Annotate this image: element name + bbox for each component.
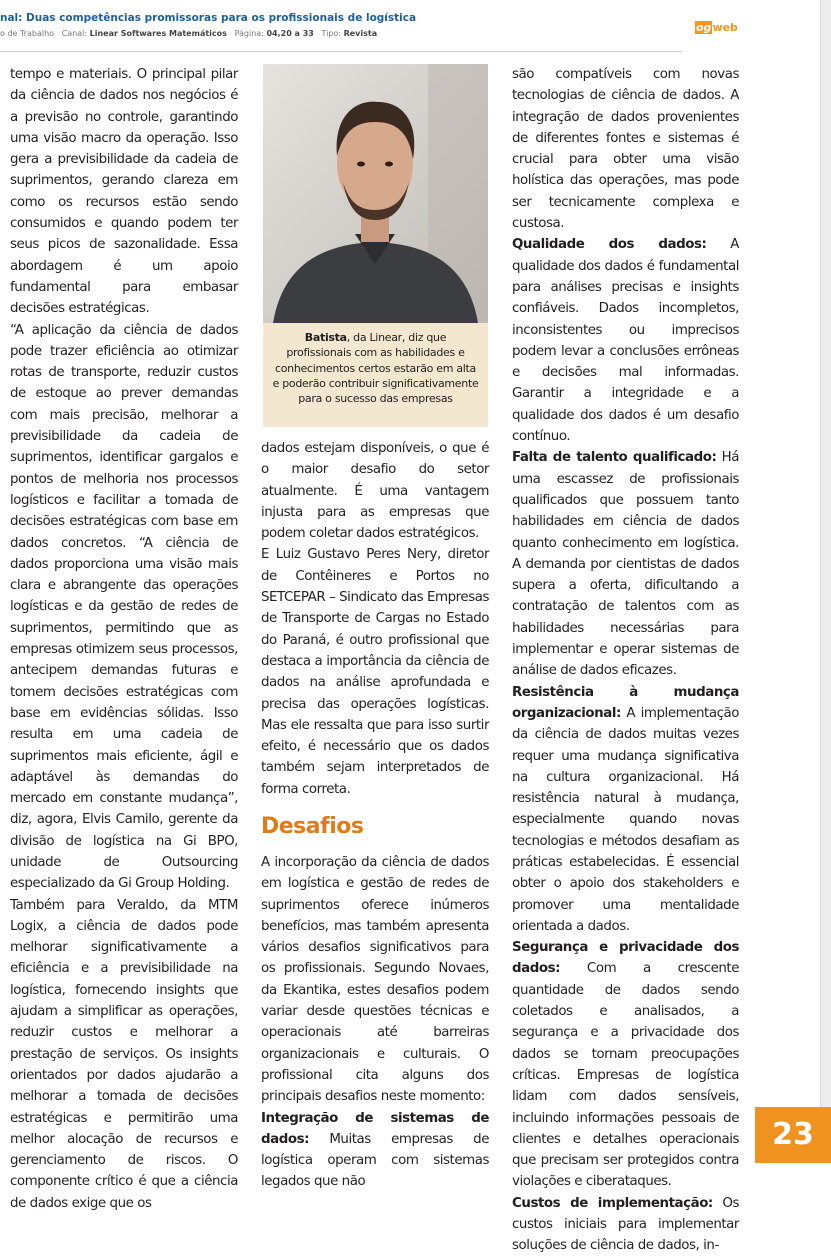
paragraph: são compatíveis com novas tecnologias de ciência de dados. A integração de dados provenientes de diferentes fontes e sistemas é crucial para obter uma visão holística das operações, mas pode ser tecnicamente complexa e custosa. <box>512 67 739 232</box>
paragraph: A incorporação da ciência de dados em logística e gestão de redes de suprimentos oferece inúmeros benefícios, mas também apresenta vários desafios significativos para os profissionais. Segundo Novaes, da Ekantika, estes desafios podem variar desde questões técnicas e operacionais até barreiras organizacionais e culturais. O profissional cita alguns dos principais desafios neste momento: <box>261 855 489 1105</box>
paragraph-lead: Custos de implementação: <box>512 1195 713 1211</box>
article-column-2 <box>261 438 489 800</box>
page-number: 23 <box>755 1107 831 1163</box>
ogweb-logo: ogweb <box>696 21 738 34</box>
document-header <box>0 0 820 52</box>
document-meta <box>0 29 377 38</box>
paragraph: “A aplicação da ciência de dados pode trazer eficiência ao otimizar rotas de transporte, reduzir custos de estoque ao prever demandas com mais precisão, melhorar a previsibilidade da cadeia de suprimentos, identificar gargalos e pontos de melhoria nos processos logísticos e facilitar a tomada de decisões estratégicas com base em dados concretos. “A ciência de dados proporciona uma visão mais clara e abrangente das operações logísticas e da gestão de redes de suprimentos, permitindo que as empresas otimizem seus processos, antecipem demandas futuras e tomem decisões estratégicas com base em evidências sólidas. Isso resulta em uma cadeia de suprimentos mais eficiente, ágil e adaptável às demandas do mercado em constante mudança”, diz, agora, Elvis Camilo, gerente da divisão de logística na Gi BPO, unidade de Outsourcing especializado da Gi Group Holding. <box>10 322 238 892</box>
paragraph-lead: Integração de sistemas de dados: <box>261 1110 489 1147</box>
paragraph: Integração de sistemas de dados: Muitas empresas de logística operam com sistemas legados que não <box>261 1110 489 1190</box>
pagina-value: 04,20 a 33 <box>266 29 314 38</box>
section-heading-desafios: Desafios <box>261 814 364 839</box>
meta-prefix: o de Trabalho <box>0 29 55 38</box>
portrait-illustration <box>263 64 488 323</box>
pagina-label: Página: <box>234 29 264 38</box>
paragraph: tempo e materiais. O principal pilar da ciência de dados nos negócios é a previsão no controle, garantindo uma visão macro da operação. Isso gera a previsibilidade da cadeia de suprimentos, gerando clareza em como os recursos estão sendo consumidos e quando podem ter seus picos de sazonalidade. Essa abordagem é um apoio fundamental para embasar decisões estratégicas. <box>10 67 238 317</box>
paragraph: Custos de implementação: Os custos iniciais para implementar soluções de ciência de dados, in- <box>512 1195 739 1254</box>
caption-name: Batista <box>304 331 347 344</box>
caption-text: , da Linear, diz que profissionais com as habilidades e conhecimentos certos estarão em alta e poderão contribuir significativamente para o sucesso das empresas <box>272 331 479 406</box>
paragraph-lead: Qualidade dos dados: <box>512 237 707 253</box>
canal-label: Canal: <box>61 29 88 38</box>
paragraph-lead: Segurança e privacidade dos dados: <box>512 940 739 977</box>
tipo-value: Revista <box>343 29 378 38</box>
photo-caption <box>263 323 488 427</box>
article-column-3 <box>512 64 739 1257</box>
article-column-2-continued <box>261 852 489 1193</box>
header-divider <box>0 51 682 52</box>
portrait-photo <box>263 64 488 323</box>
article-column-1 <box>10 64 238 1214</box>
paragraph-lead: Falta de talento qualificado: <box>512 450 717 466</box>
paragraph: Também para Veraldo, da MTM Logix, a ciência de dados pode melhorar significativamente a eficiência e a previsibilidade na logística, fornecendo insights que ajudam a simplificar as operações, reduzir custos e melhorar a prestação de serviços. Os insights orientados por dados ajudarão a melhorar a tomada de decisões estratégicas e permitirão uma melhor alocação de recursos e gerenciamento de riscos. O componente crítico é que a ciência de dados exige que os <box>10 897 238 1211</box>
paragraph: dados estejam disponíveis, o que é o maior desafio do setor atualmente. É uma vantagem injusta para as empresas que podem coletar dados estratégicos. <box>261 441 489 542</box>
paragraph: Falta de talento qualificado: Há uma escassez de profissionais qualificados que possuem tanto habilidades em ciência de dados quanto conhecimento em logística. A demanda por cientistas de dados supera a oferta, dificultando a contratação de talentos com as habilidades necessárias para implementar e operar sistemas de análise de dados eficazes. <box>512 450 739 679</box>
document-title: nal: Duas competências promissoras para os profissionais de logística <box>0 12 417 24</box>
paragraph: Resistência à mudança organizacional: A implementação da ciência de dados muitas vezes requer uma mudança significativa na cultura organizacional. Há resistência natural à mudança, especialmente quando novas tecnologias e métodos desafiam as práticas estabelecidas. É essencial obter o apoio dos stakeholders e promover uma mentalidade orientada a dados. <box>512 684 739 934</box>
paragraph-lead: Resistência à mudança organizacional: <box>512 684 739 721</box>
paragraph: Segurança e privacidade dos dados: Com a crescente quantidade de dados sendo coletados e analisados, a segurança e a privacidade dos dados se tornam preocupações críticas. Empresas de logística lidam com dados sensíveis, incluindo informações pessoais de clientes e detalhes operacionais que precisam ser protegidos contra violações e ciberataques. <box>512 940 739 1190</box>
tipo-label: Tipo: <box>321 29 342 38</box>
paragraph: E Luiz Gustavo Peres Nery, diretor de Contêineres e Portos no SETCEPAR – Sindicato das Empresas de Transporte de Cargas no Estado do Paraná, é outro profissional que destaca a importância da ciência de dados na análise aprofundada e precisa das operações logísticas. Mas ele ressalta que para isso surtir efeito, é necessário que os dados também sejam interpretados de forma correta. <box>261 547 489 797</box>
paragraph: Qualidade dos dados: A qualidade dos dados é fundamental para análises precisas e insights confiáveis. Dados incompletos, inconsistentes ou imprecisos podem levar a conclusões errôneas e decisões mal informadas. Garantir a integridade e a qualidade dos dados é um desafio contínuo. <box>512 237 739 445</box>
canal-value: Linear Softwares Matemáticos <box>89 29 227 38</box>
viewer-scroll-strip <box>820 0 831 1163</box>
